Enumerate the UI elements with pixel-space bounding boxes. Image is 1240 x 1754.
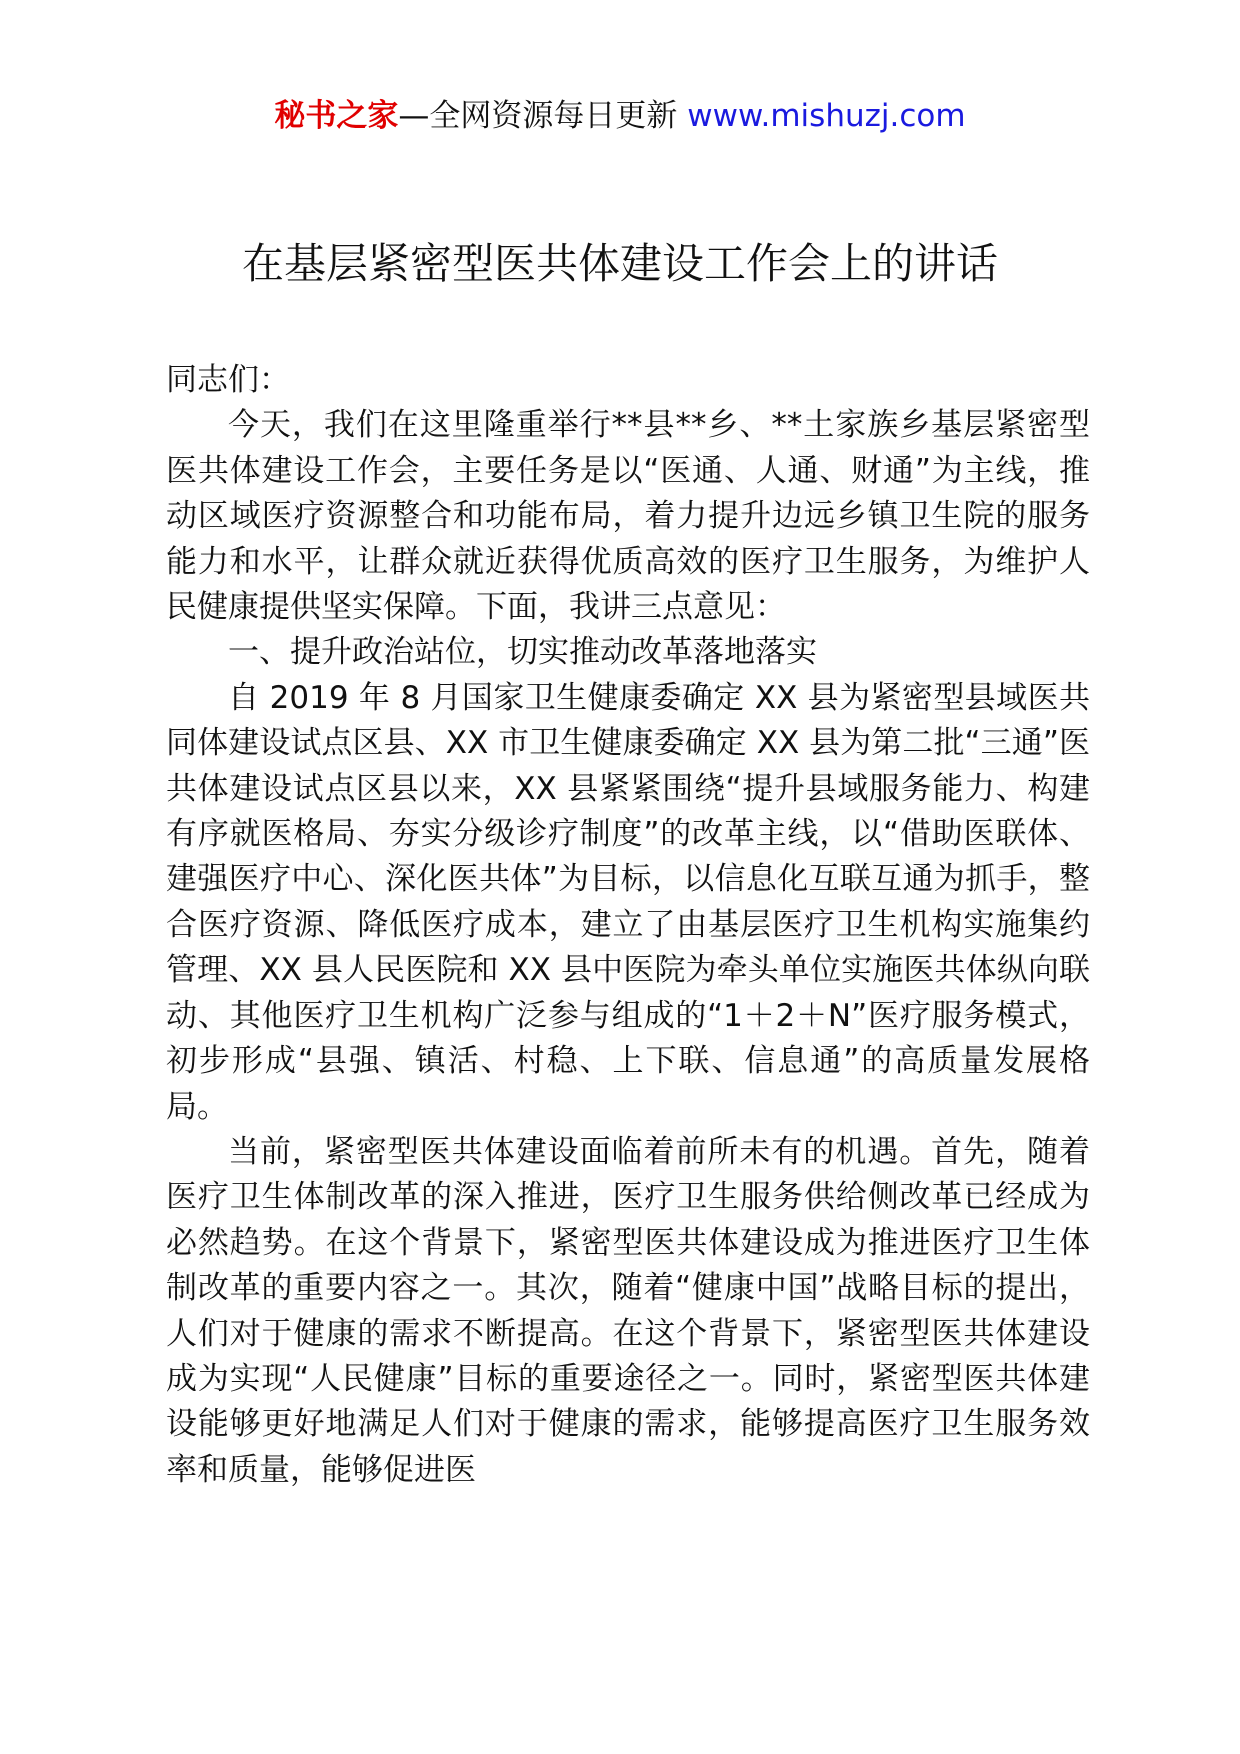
document-body — [166, 358, 1090, 1493]
salutation: 同志们： — [166, 362, 290, 398]
site-header — [0, 96, 1240, 136]
paragraph-background: 自 2019 年 8 月国家卫生健康委确定 XX 县为紧密型县域医共同体建设试点区县、XX 市卫生健康委确定 XX 县为第二批“三通”医共体建设试点区县以来，XX 县紧紧围绕“提升县域服务能力、构建有序就医格局、夯实分级诊疗制度”的改革主线，以“借助医联体、建强医疗中心、深化医共体”为目标，以信息化互联互通为抓手，整合医疗资源、降低医疗成本，建立了由基层医疗卫生机构实施集约管理、XX 县人民医院和 XX 县中医院为牵头单位实施医共体纵向联动、其他医疗卫生机构广泛参与组成的“1＋2＋N”医疗服务模式，初步形成“县强、镇活、村稳、上下联、信息通”的高质量发展格局。 — [166, 679, 1090, 1125]
paragraph-opportunities: 当前，紧密型医共体建设面临着前所未有的机遇。首先，随着医疗卫生体制改革的深入推进，医疗卫生服务供给侧改革已经成为必然趋势。在这个背景下，紧密型医共体建设成为推进医疗卫生体制改革的重要内容之一。其次，随着“健康中国”战略目标的提出，人们对于健康的需求不断提高。在这个背景下，紧密型医共体建设成为实现“人民健康”目标的重要途径之一。同时，紧密型医共体建设能够更好地满足人们对于健康的需求，能够提高医疗卫生服务效率和质量，能够促进医 — [166, 1133, 1090, 1488]
document-title: 在基层紧密型医共体建设工作会上的讲话 — [241, 239, 998, 288]
paragraph-intro: 今天，我们在这里隆重举行**县**乡、**土家族乡基层紧密型医共体建设工作会，主要任务是以“医通、人通、财通”为主线，推动区域医疗资源整合和功能布局，着力提升边远乡镇卫生院的服务能力和水平，让群众就近获得优质高效的医疗卫生服务，为维护人民健康提供坚实保障。下面，我讲三点意见： — [166, 407, 1090, 626]
site-tagline: —全网资源每日更新 — [398, 98, 688, 134]
section-heading-1: 一、提升政治站位，切实推动改革落地落实 — [228, 634, 817, 671]
site-brand: 秘书之家 — [274, 98, 399, 134]
site-url-link[interactable]: www.mishuzj.com — [687, 98, 966, 134]
